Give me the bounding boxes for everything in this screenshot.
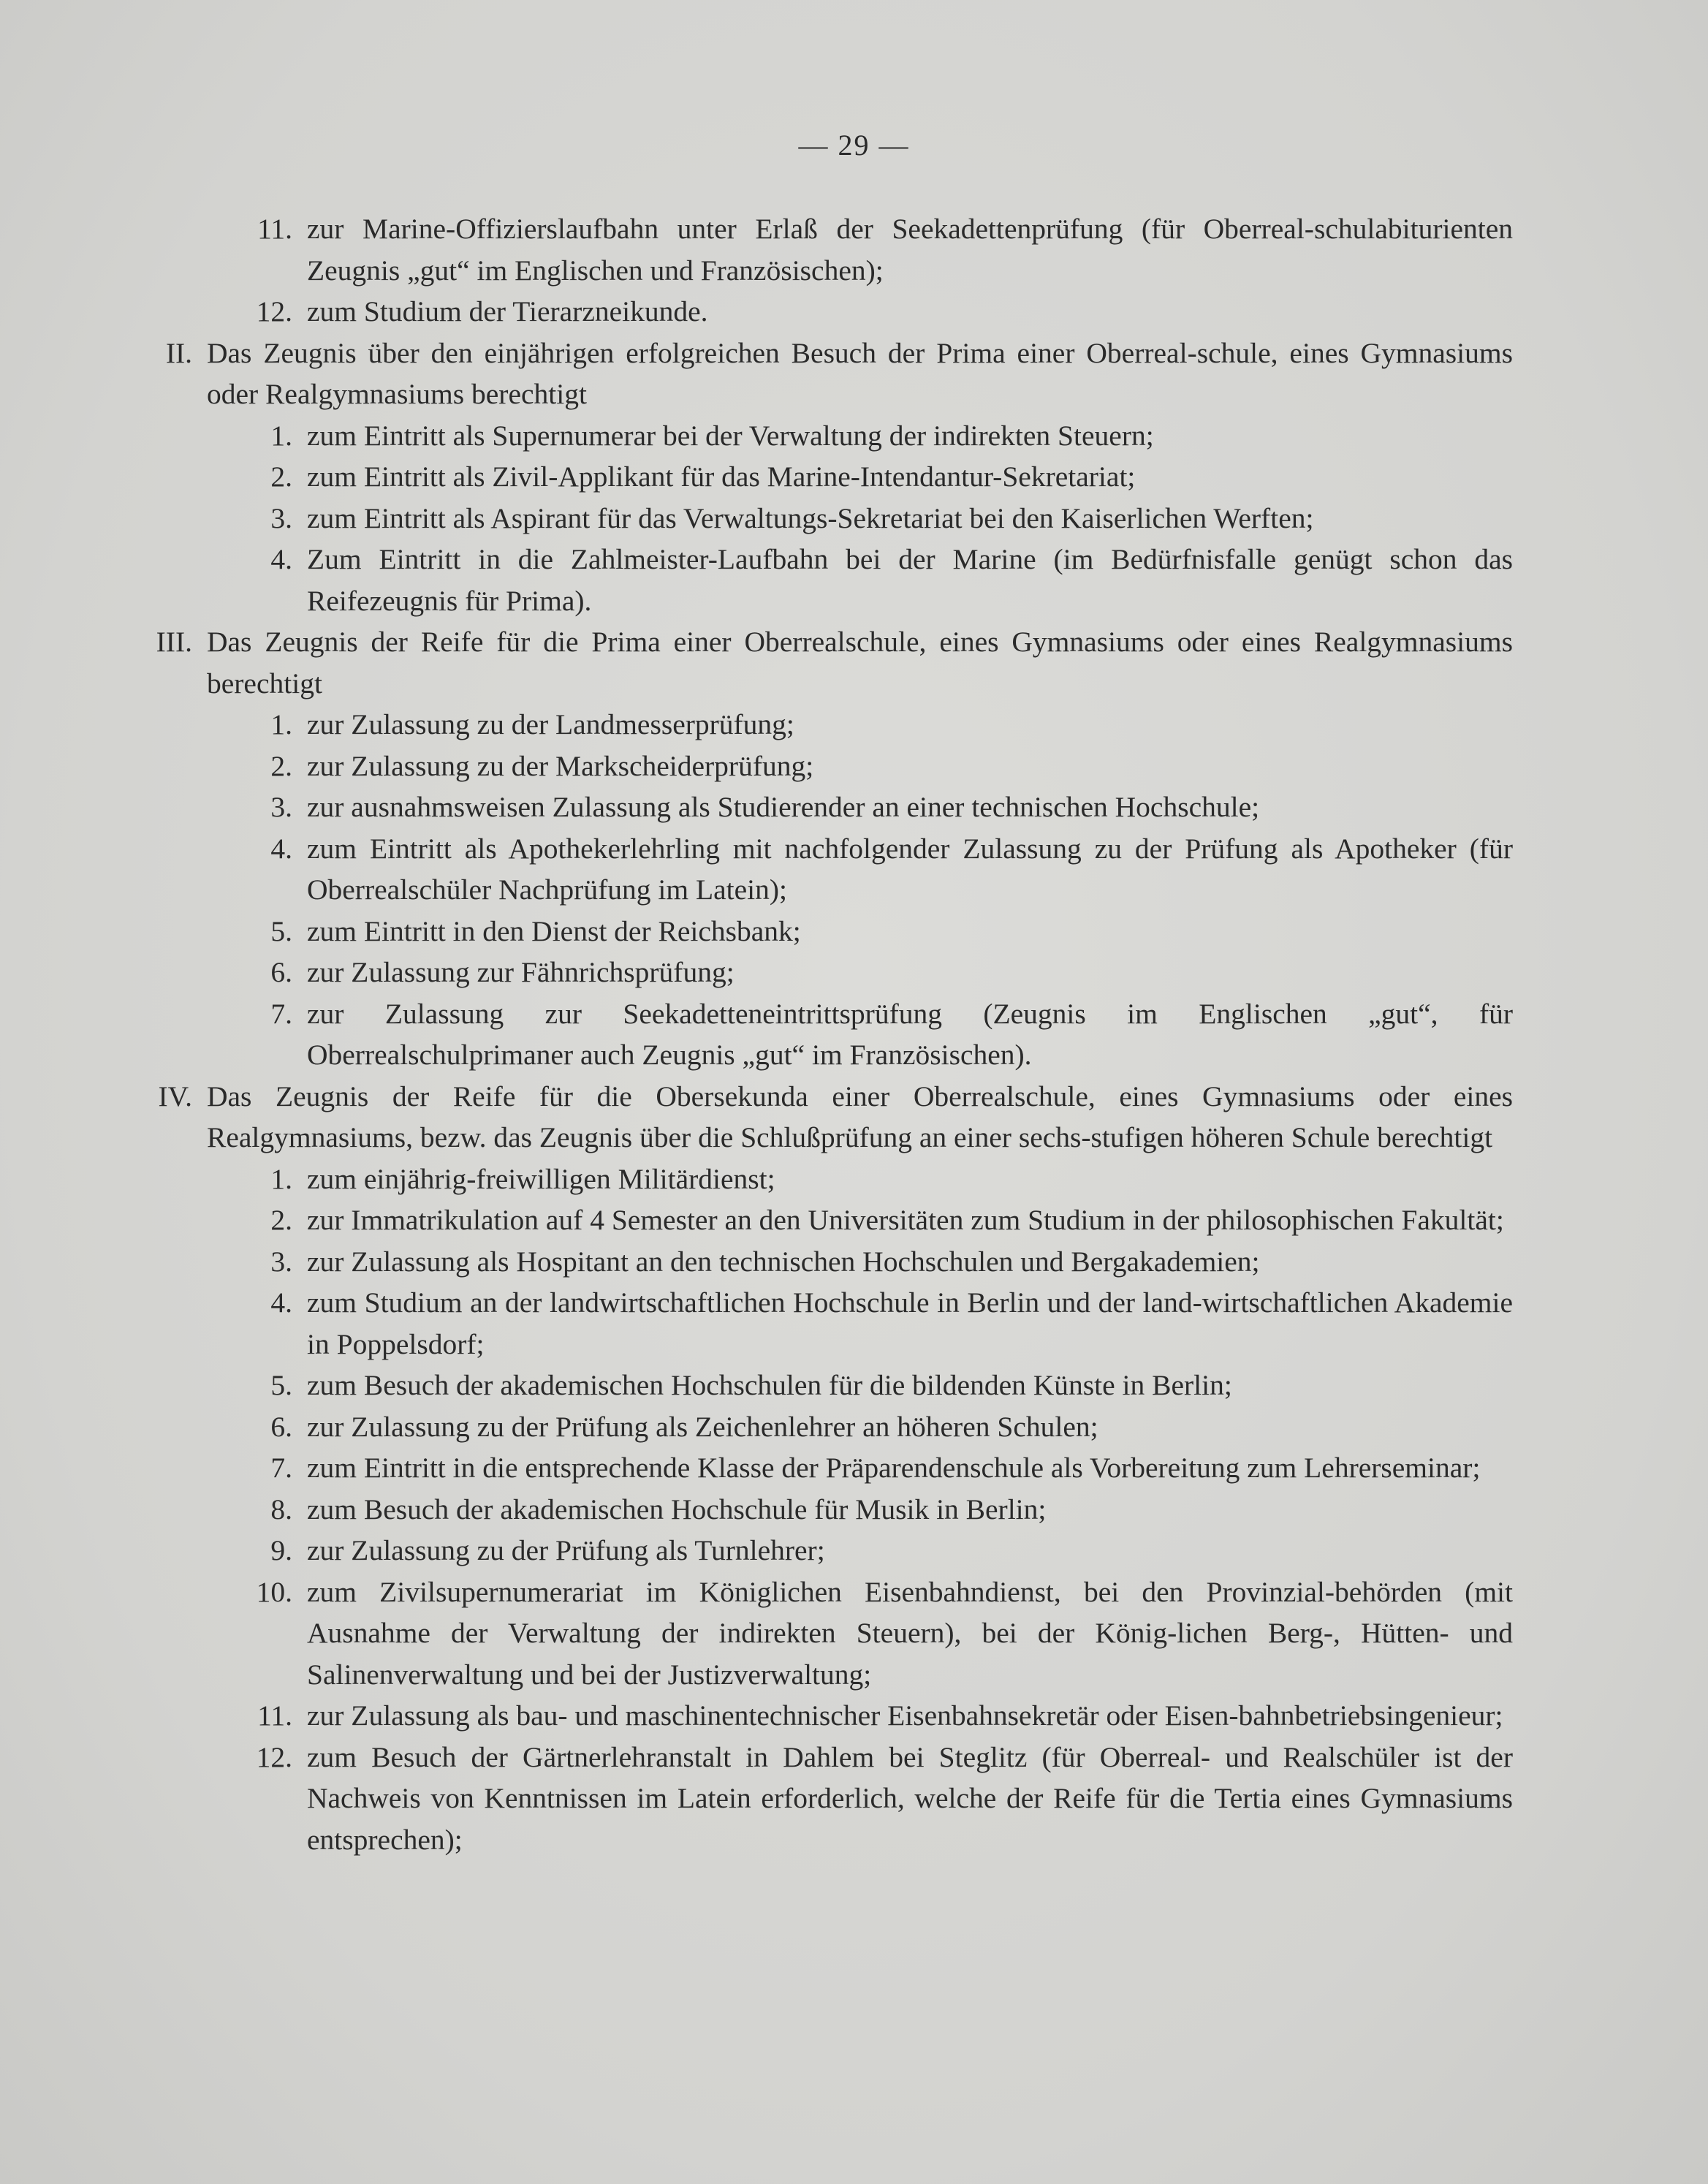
item-number: 11. [257,213,292,245]
item-number: 5. [270,914,292,947]
item-text: zur Zulassung zu der Prüfung als Zeichenlehrer an höheren Schulen; [307,1410,1098,1443]
item-number: 3. [270,791,292,823]
item-text: zur Zulassung zu der Markscheiderprüfung; [307,749,814,782]
section-numeral: II. [165,336,192,369]
list-item [197,1159,1513,1200]
item-text: zur Zulassung zur Seekadetteneintrittsprüfung (Zeugnis im Englischen „gut“, für Oberrealschulprimaner auch Zeugnis „gut“ im Französischen). [307,997,1513,1071]
item-number: 6. [270,1410,292,1443]
item-text: zur Zulassung zu der Prüfung als Turnlehrer; [307,1534,825,1566]
section-list [156,333,1513,1861]
page-body [156,208,1513,1860]
item-number: 1. [270,1162,292,1195]
list-item [197,1365,1513,1406]
list-item [197,498,1513,539]
intro-list [197,208,1513,333]
item-text: zum Eintritt als Supernumerar bei der Verwaltung der indirekten Steuern; [307,419,1154,452]
list-item [197,1447,1513,1489]
item-text: zum Eintritt als Zivil-Applikant für das Marine-Intendantur-Sekretariat; [307,460,1136,493]
list-item [197,1241,1513,1283]
section-block [158,1076,1513,1861]
item-number: 2. [270,460,292,493]
item-text: zur Marine-Offizierslaufbahn unter Erlaß der Seekadettenprüfung (für Oberreal-schulabiturienten Zeugnis „gut“ im Englischen und Französischen); [307,213,1513,287]
list-item [197,704,1513,746]
item-number: 7. [270,1452,292,1484]
list-item [197,746,1513,787]
item-number: 4. [270,1286,292,1319]
section-numeral: IV. [158,1080,192,1112]
list-item [197,1737,1513,1861]
item-text: Zum Eintritt in die Zahlmeister-Laufbahn bei der Marine (im Bedürfnisfalle genügt schon das Reifezeugnis für Prima). [307,543,1513,617]
list-item [197,1489,1513,1531]
list-item [197,208,1513,291]
item-text: zum einjährig-freiwilligen Militärdienst; [307,1162,775,1195]
section-block [165,333,1513,622]
item-number: 4. [270,543,292,575]
section-heading-text: Das Zeugnis über den einjährigen erfolgreichen Besuch der Prima einer Oberreal-schule, eines Gymnasiums oder Realgymnasiums berechtigt [207,336,1513,410]
item-text: zum Zivilsupernumerariat im Königlichen Eisenbahndienst, bei den Provinzial-behörden (mit Ausnahme der Verwaltung der indirekten Steuern), bei der König-lichen Berg-, Hütten- und Salinenverwaltung und bei der Justizverwaltung; [307,1575,1513,1691]
item-number: 9. [270,1534,292,1566]
item-text: zur Immatrikulation auf 4 Semester an den Universitäten zum Studium in der philosophischen Fakultät; [307,1204,1504,1236]
section-heading [158,1076,1513,1159]
item-number: 7. [270,997,292,1030]
list-item [197,456,1513,498]
list-item [197,993,1513,1076]
item-text: zum Studium an der landwirtschaftlichen Hochschule in Berlin und der land-wirtschaftlichen Akademie in Poppelsdorf; [307,1286,1513,1360]
item-text: zum Besuch der akademischen Hochschulen für die bildenden Künste in Berlin; [307,1369,1232,1401]
list-item [197,1695,1513,1737]
section-heading [165,333,1513,415]
item-number: 2. [270,1204,292,1236]
item-number: 4. [270,832,292,865]
list-item [197,1530,1513,1571]
list-item [197,539,1513,621]
list-item [197,828,1513,911]
item-text: zur Zulassung zur Fähnrichsprüfung; [307,956,735,988]
item-number: 10. [256,1575,292,1608]
section-heading-text: Das Zeugnis der Reife für die Obersekunda einer Oberrealschule, eines Gymnasiums oder eines Realgymnasiums, bezw. das Zeugnis über die Schlußprüfung an einer sechs-stufigen höheren Schule berechtigt [207,1080,1513,1153]
item-text: zur Zulassung als bau- und maschinentechnischer Eisenbahnsekretär oder Eisen-bahnbetriebsingenieur; [307,1699,1503,1732]
item-number: 12. [256,1740,292,1773]
item-text: zum Eintritt in den Dienst der Reichsbank; [307,914,801,947]
section-heading [156,621,1513,704]
section-heading-text: Das Zeugnis der Reife für die Prima einer Oberrealschule, eines Gymnasiums oder eines Realgymnasiums berechtigt [207,626,1513,699]
item-number: 5. [270,1369,292,1401]
list-item [197,1406,1513,1448]
page-number: — 29 — [798,129,910,162]
item-text: zum Besuch der akademischen Hochschule für Musik in Berlin; [307,1493,1047,1525]
item-text: zur ausnahmsweisen Zulassung als Studierender an einer technischen Hochschule; [307,791,1260,823]
item-number: 1. [270,419,292,452]
item-text: zur Zulassung zu der Landmesserprüfung; [307,708,794,740]
item-text: zum Studium der Tierarzneikunde. [307,295,708,327]
item-number: 8. [270,1493,292,1525]
item-text: zum Eintritt als Apothekerlehrling mit nachfolgender Zulassung zu der Prüfung als Apotheker (für Oberrealschüler Nachprüfung im Latein); [307,832,1513,906]
list-item [197,291,1513,333]
item-text: zum Eintritt in die entsprechende Klasse der Präparendenschule als Vorbereitung zum Lehrerseminar; [307,1452,1481,1484]
list-item [197,911,1513,952]
item-number: 1. [270,708,292,740]
list-item [197,952,1513,993]
item-number: 3. [270,501,292,534]
list-item [197,1199,1513,1241]
item-number: 6. [270,956,292,988]
list-item [197,415,1513,457]
item-text: zur Zulassung als Hospitant an den technischen Hochschulen und Bergakademien; [307,1245,1260,1278]
section-block [156,621,1513,1076]
list-item [197,1571,1513,1696]
list-item [197,786,1513,828]
item-number: 12. [256,295,292,327]
item-text: zum Besuch der Gärtnerlehranstalt in Dahlem bei Steglitz (für Oberreal- und Realschüler ist der Nachweis von Kenntnissen im Latein erforderlich, welche der Reife für die Tertia eines Gymnasiums entsprechen); [307,1740,1513,1856]
item-number: 3. [270,1245,292,1278]
section-numeral: III. [156,626,192,658]
list-item [197,1282,1513,1365]
item-number: 11. [257,1699,292,1732]
item-text: zum Eintritt als Aspirant für das Verwaltungs-Sekretariat bei den Kaiserlichen Werften; [307,501,1314,534]
item-number: 2. [270,749,292,782]
